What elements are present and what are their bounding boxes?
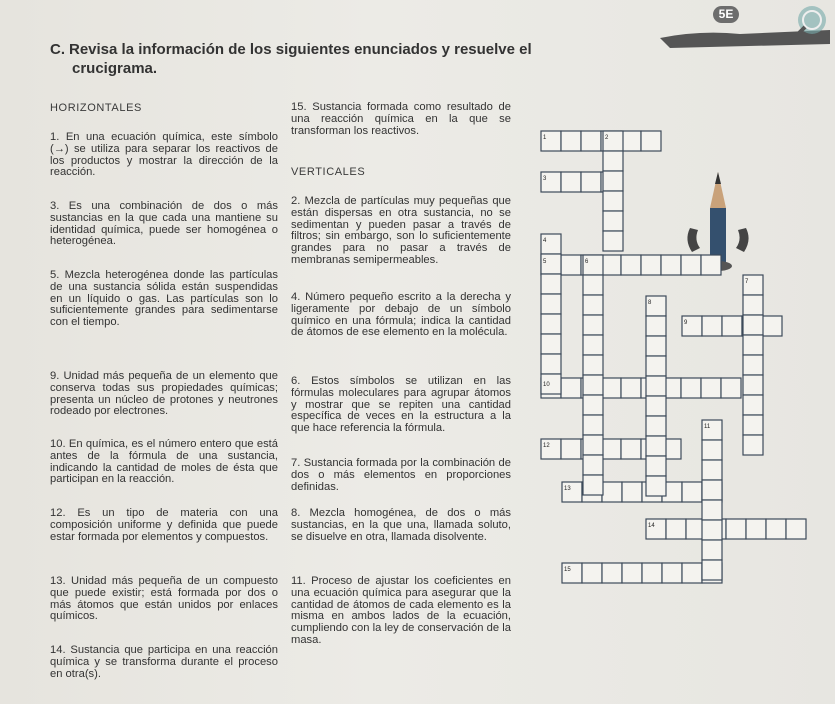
crossword-cell[interactable] [541, 334, 561, 354]
crossword-cell[interactable] [602, 482, 622, 502]
crossword-cell[interactable] [603, 151, 623, 171]
crossword-cell[interactable] [743, 315, 763, 335]
crossword-cell[interactable] [701, 378, 721, 398]
crossword-cell[interactable] [562, 563, 582, 583]
crossword-cell[interactable] [743, 295, 763, 315]
crossword-cell[interactable] [583, 475, 603, 495]
clue-number: 11 [704, 424, 711, 430]
activity-label: C. [50, 41, 65, 58]
crossword-cell[interactable] [583, 375, 603, 395]
clue-number: 14 [648, 523, 655, 529]
crossword-cell[interactable] [541, 294, 561, 314]
crossword-cell[interactable] [583, 455, 603, 475]
crossword-cell[interactable] [621, 439, 641, 459]
crossword-cell[interactable] [622, 563, 642, 583]
crossword-cell[interactable] [646, 296, 666, 316]
crossword-cell[interactable] [766, 519, 786, 539]
crossword-cell[interactable] [702, 440, 722, 460]
crossword-cell[interactable] [743, 435, 763, 455]
crossword-cell[interactable] [603, 131, 623, 151]
verticales-heading: VERTICALES [291, 166, 366, 178]
crossword-cell[interactable] [601, 255, 621, 275]
clue-h1: 1. En una ecuación química, este símbolo (→) se utiliza para separar los reactivos de los productos y mostrar la dirección de la reacción. [50, 131, 278, 179]
crossword-cell[interactable] [541, 354, 561, 374]
clue-number: 15 [564, 567, 571, 573]
level-badge: 5E [713, 6, 739, 23]
clue-number: 12 [543, 443, 550, 449]
clue-v4: 4. Número pequeño escrito a la derecha y ligeramente por debajo de un símbolo químico en una fórmula; indica la cantidad de átomos de ese elemento en la molécula. [291, 291, 511, 339]
clue-number: 5 [543, 259, 547, 265]
crossword-cell[interactable] [583, 435, 603, 455]
crossword-cell[interactable] [541, 172, 561, 192]
crossword-cell[interactable] [541, 131, 561, 151]
crossword-cell[interactable] [583, 275, 603, 295]
crossword-cell[interactable] [642, 563, 662, 583]
clue-v8: 8. Mezcla homogénea, de dos o más sustancias, en la que una, llamada soluto, se disuelve en otra, llamada disolvente. [291, 507, 511, 543]
crossword-cell[interactable] [646, 476, 666, 496]
crossword-cell[interactable] [646, 336, 666, 356]
crossword-cell[interactable] [601, 378, 621, 398]
crossword-cell[interactable] [603, 171, 623, 191]
crossword-cell[interactable] [581, 131, 601, 151]
crossword-cell[interactable] [682, 563, 702, 583]
clue-h15: 15. Sustancia formada como resultado de una reacción química en la que se transforman los reactivos. [291, 101, 511, 137]
clue-h13: 13. Unidad más pequeña de un compuesto que puede existir; está formada por dos o más átomos que están unidos por enlaces químicos. [50, 575, 278, 623]
crossword-cell[interactable] [743, 415, 763, 435]
clue-h5: 5. Mezcla heterogénea donde las partículas de una sustancia sólida están suspendidas en un líquido o gas. Las partículas son lo suficientemente grandes para sedimentarse con el tiempo. [50, 269, 278, 329]
crossword-cell[interactable] [661, 255, 681, 275]
crossword-cell[interactable] [702, 500, 722, 520]
activity-title-line2: crucigrama. [72, 60, 158, 77]
crossword-cell[interactable] [762, 316, 782, 336]
crossword-cell[interactable] [722, 316, 742, 336]
crossword-cell[interactable] [583, 355, 603, 375]
clue-v6: 6. Estos símbolos se utilizan en las fórmulas moleculares para agrupar átomos y mostrar que se repiten una cantidad específica de veces en la estructura a la que hace referencia la fórmula. [291, 375, 511, 435]
crossword-cell[interactable] [743, 355, 763, 375]
crossword-cell[interactable] [583, 255, 603, 275]
crossword-cell[interactable] [646, 416, 666, 436]
clue-number: 3 [543, 176, 547, 182]
clue-v7: 7. Sustancia formada por la combinación de dos o más elementos en proporciones definidas. [291, 457, 511, 493]
clue-h12: 12. Es un tipo de materia con una composición uniforme y definida que puede estar formada por elementos y compuestos. [50, 507, 278, 543]
crossword-cell[interactable] [646, 456, 666, 476]
crossword-cell[interactable] [583, 315, 603, 335]
crossword-cell[interactable] [702, 540, 722, 560]
crossword-cell[interactable] [561, 439, 581, 459]
crossword-cell[interactable] [541, 274, 561, 294]
crossword-cell[interactable] [583, 335, 603, 355]
crossword-cell[interactable] [746, 519, 766, 539]
clue-v2: 2. Mezcla de partículas muy pequeñas que están dispersas en otra sustancia, no se sedimentan y pueden pasar a través de filtros; sin embargo, son lo suficientemente grandes para no pasar a través de membranas semipermeables. [291, 195, 511, 266]
crossword-cell[interactable] [641, 131, 661, 151]
crossword-cell[interactable] [562, 482, 582, 502]
crossword-cell[interactable] [662, 563, 682, 583]
horizontales-heading: HORIZONTALES [50, 102, 142, 114]
crossword-cell[interactable] [682, 316, 702, 336]
crossword-cell[interactable] [743, 395, 763, 415]
crossword-cell[interactable] [702, 460, 722, 480]
crossword-cell[interactable] [581, 172, 601, 192]
crossword-cell[interactable] [641, 255, 661, 275]
crossword-cell[interactable] [582, 563, 602, 583]
crossword-cell[interactable] [743, 375, 763, 395]
crossword-cell[interactable] [603, 211, 623, 231]
crossword-cell[interactable] [621, 255, 641, 275]
crossword-cell[interactable] [646, 519, 666, 539]
crossword-cell[interactable] [701, 255, 721, 275]
crossword-cell[interactable] [702, 420, 722, 440]
crossword-cell[interactable] [561, 131, 581, 151]
crossword-cell[interactable] [702, 520, 722, 540]
clue-number: 9 [684, 320, 688, 326]
crossword-cell[interactable] [646, 376, 666, 396]
crossword-cell[interactable] [721, 378, 741, 398]
crossword-cell[interactable] [583, 415, 603, 435]
crossword-cell[interactable] [621, 378, 641, 398]
crossword-cell[interactable] [743, 275, 763, 295]
clue-number: 2 [605, 135, 609, 141]
clue-h3: 3. Es una combinación de dos o más sustancias en la que cada una mantiene su identidad química, puede ser homogénea o heterogénea. [50, 200, 278, 248]
crossword-cell[interactable] [561, 378, 581, 398]
crossword-cell[interactable] [646, 396, 666, 416]
clue-number: 10 [543, 382, 550, 388]
crossword-cell[interactable] [743, 335, 763, 355]
crossword-cell[interactable] [621, 131, 641, 151]
crossword-cell[interactable] [602, 563, 622, 583]
crossword-cell[interactable] [646, 436, 666, 456]
crossword-cell[interactable] [583, 295, 603, 315]
crossword-cell[interactable] [786, 519, 806, 539]
crossword-cell[interactable] [646, 356, 666, 376]
clue-h14: 14. Sustancia que participa en una reacción química y se transforma durante el proceso en otra(s). [50, 644, 278, 680]
crossword-cell[interactable] [681, 255, 701, 275]
clue-number: 13 [564, 486, 571, 492]
crossword-cell[interactable] [666, 519, 686, 539]
clue-number: 8 [648, 300, 652, 306]
crossword-cell[interactable] [603, 231, 623, 251]
crossword-cell[interactable] [726, 519, 746, 539]
clue-h10: 10. En química, es el número entero que está antes de la fórmula de una sustancia, indicando la cantidad de moles de ésta que participan en la reacción. [50, 438, 278, 486]
clue-number: 7 [745, 279, 749, 285]
clue-number: 6 [585, 259, 589, 265]
crossword-cell[interactable] [601, 439, 621, 459]
crossword-cell[interactable] [541, 439, 561, 459]
crossword-cell[interactable] [702, 316, 722, 336]
clue-number: 1 [543, 135, 547, 141]
crossword-cell[interactable] [646, 316, 666, 336]
crossword-cell[interactable] [541, 234, 561, 254]
activity-title-line1: Revisa la información de los siguientes enunciados y resuelve el [69, 41, 532, 58]
crossword-cell[interactable] [681, 378, 701, 398]
crossword-cell[interactable] [541, 314, 561, 334]
clue-h9: 9. Unidad más pequeña de un elemento que conserva todas sus propiedades químicas; presenta un núcleo de protones y neutrones rodeado por electrones. [50, 370, 278, 418]
crossword-cell[interactable] [682, 482, 702, 502]
crossword-cell[interactable] [702, 480, 722, 500]
crossword-cell[interactable] [583, 395, 603, 415]
crossword-cell[interactable] [561, 255, 581, 275]
crossword-cell[interactable] [702, 560, 722, 580]
crossword-cell[interactable] [561, 172, 581, 192]
clue-v11: 11. Proceso de ajustar los coeficientes en una ecuación química para asegurar que la cantidad de átomos de cada elemento es la misma en ambos lados de la ecuación, cumpliendo con la ley de conservación de la masa. [291, 575, 511, 646]
crossword-cell[interactable] [622, 482, 642, 502]
crossword-cell[interactable] [603, 191, 623, 211]
clue-number: 4 [543, 238, 547, 244]
